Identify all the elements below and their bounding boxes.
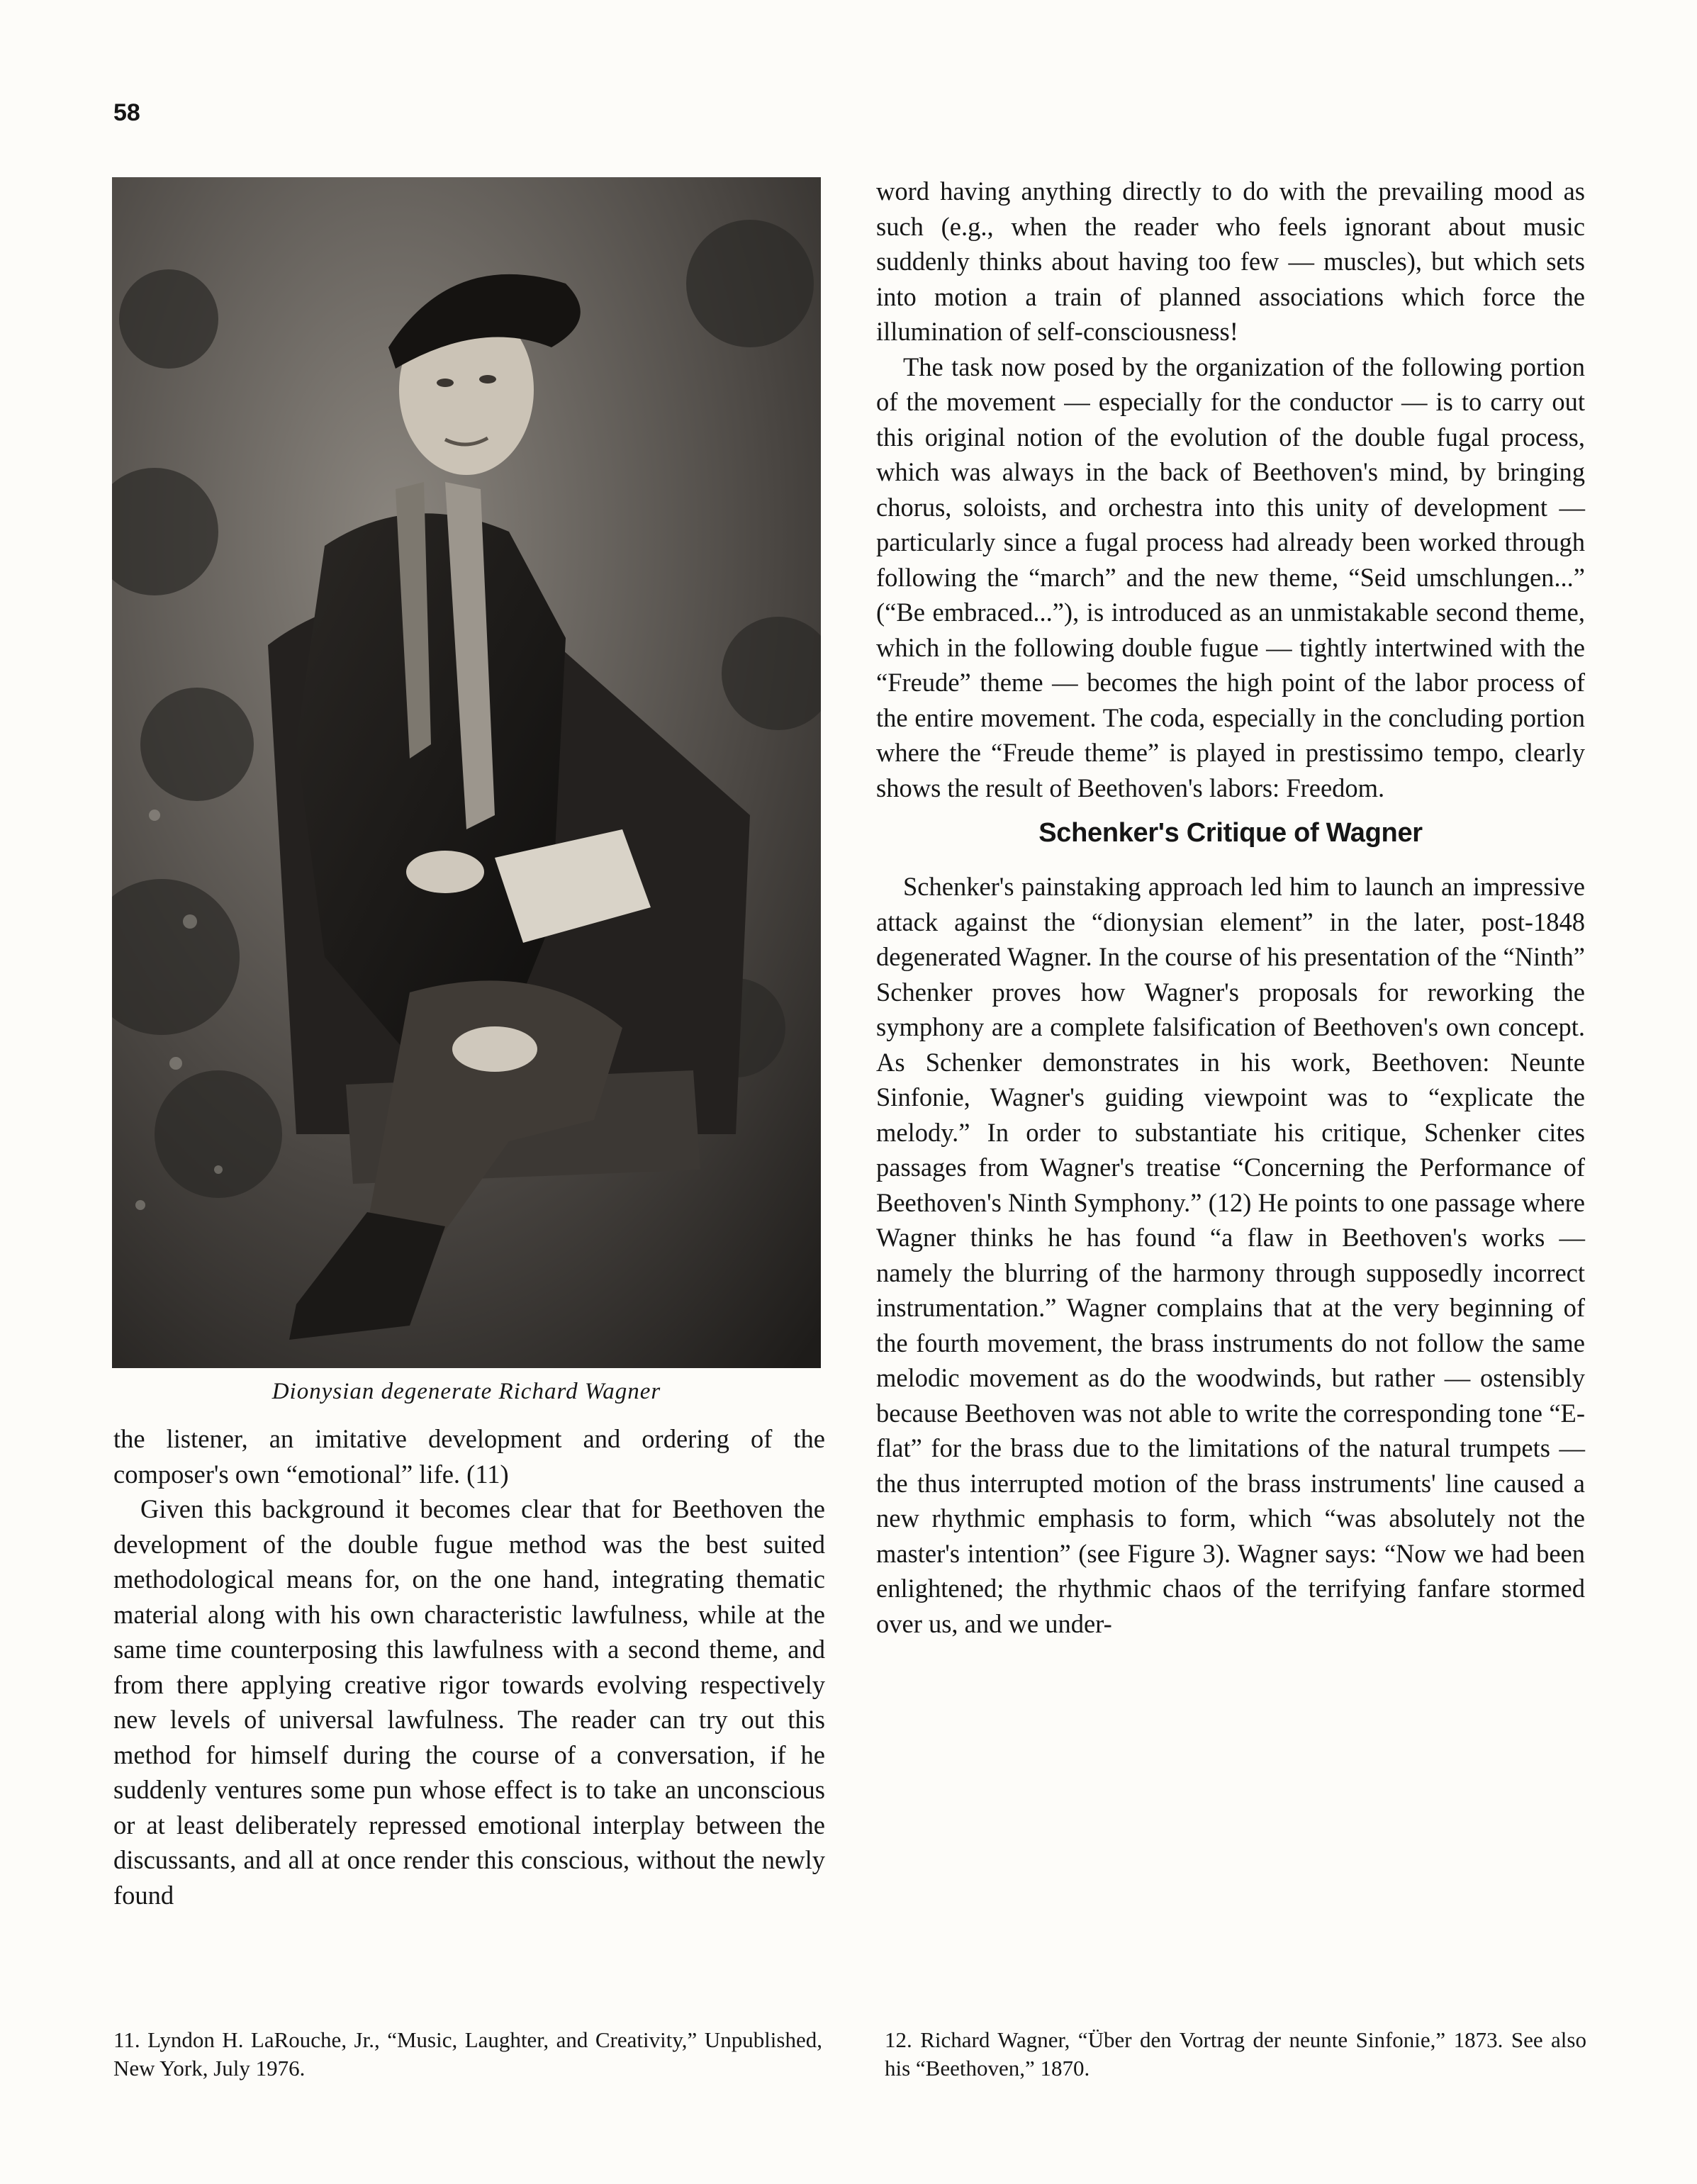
paragraph: the listener, an imitative development and ordering of the composer's own “emotional” life. (11) bbox=[113, 1424, 825, 1489]
right-column-text bbox=[876, 174, 1585, 1641]
section-heading: Schenker's Critique of Wagner bbox=[1038, 818, 1423, 848]
paragraph: word having anything directly to do with the prevailing mood as such (e.g., when the reader who feels ignorant about music suddenly thinks about having too few — muscles), but which sets into motion a train of planned associations which force the illumination of self-consciousness! bbox=[876, 177, 1585, 346]
paragraph: Given this background it becomes clear that for Beethoven the development of the double fugue method was the best suited methodological means for, on the one hand, integrating thematic material along with his own characteristic lawfulness, while at the same time counterposing this lawfulness with a second theme, and from there applying creative rigor towards evolving respectively new levels of universal lawfulness. The reader can try out this method for himself during the course of a conversation, if he suddenly ventures some pun whose effect is to take an unconscious or at least deliberately repressed emotional interplay between the discussants, and all at once render this conscious, without the newly found bbox=[113, 1494, 825, 1910]
paragraph: Schenker's painstaking approach led him to launch an impressive attack against the “dionysian element” in the later, post-1848 degenerated Wagner. In the course of his presentation of the “Ninth” Schenker proves how Wagner's proposals for reworking the symphony are a complete falsification of Beethoven's own concept. As Schenker demonstrates in his work, Beethoven: Neunte Sinfonie, Wagner's guiding viewpoint was to “explicate the melody.” In order to substantiate his critique, Schenker cites passages from Wagner's treatise “Concerning the Performance of Beethoven's Ninth Symphony.” (12) He points to one passage where Wagner thinks he has found “a flaw in Beethoven's works — namely the blurring of the harmony through supposedly incorrect instrumentation.” Wagner complains that at the very beginning of the fourth movement, the brass instruments do not follow the same melodic movement as do the woodwinds, but rather — ostensibly because Beethoven was not able to write the corresponding tone “E-flat” for the brass due to the limitations of the natural trumpets — the thus interrupted motion of the brass instruments' line caused a new rhythmic emphasis to form, which “was absolutely not the master's intention” (see Figure 3). Wagner says: “Now we had been enlightened; the rhythmic chaos of the terrifying fanfare stormed over us, and we under- bbox=[876, 872, 1585, 1638]
footnote-12: 12. Richard Wagner, “Über den Vortrag der neunte Sinfonie,” 1873. See also his “Beethoven,” 1870. bbox=[885, 2027, 1586, 2081]
page-number: 58 bbox=[113, 99, 140, 126]
left-column-text bbox=[113, 1421, 825, 1913]
paragraph: The task now posed by the organization of the following portion of the movement — especially for the conductor — is to carry out this original notion of the evolution of the double fugal process, which was always in the back of Beethoven's mind, by bringing chorus, soloists, and orchestra into this unity of development — particularly since a fugal process had already been worked through following the “march” and the new theme, “Seid umschlungen...” (“Be embraced...”), is introduced as an unmistakable second theme, which in the following double fugue — tightly intertwined with the “Freude” theme — becomes the high point of the labor process of the entire movement. The coda, especially in the concluding portion where the “Freude theme” is played in prestissimo tempo, clearly shows the result of Beethoven's labors: Freedom. bbox=[876, 352, 1585, 802]
portrait-image bbox=[112, 177, 821, 1368]
wagner-portrait-photo bbox=[112, 177, 821, 1368]
photo-caption: Dionysian degenerate Richard Wagner bbox=[271, 1379, 661, 1404]
footnote-11: 11. Lyndon H. LaRouche, Jr., “Music, Laughter, and Creativity,” Unpublished, New York, July 1976. bbox=[113, 2027, 822, 2081]
